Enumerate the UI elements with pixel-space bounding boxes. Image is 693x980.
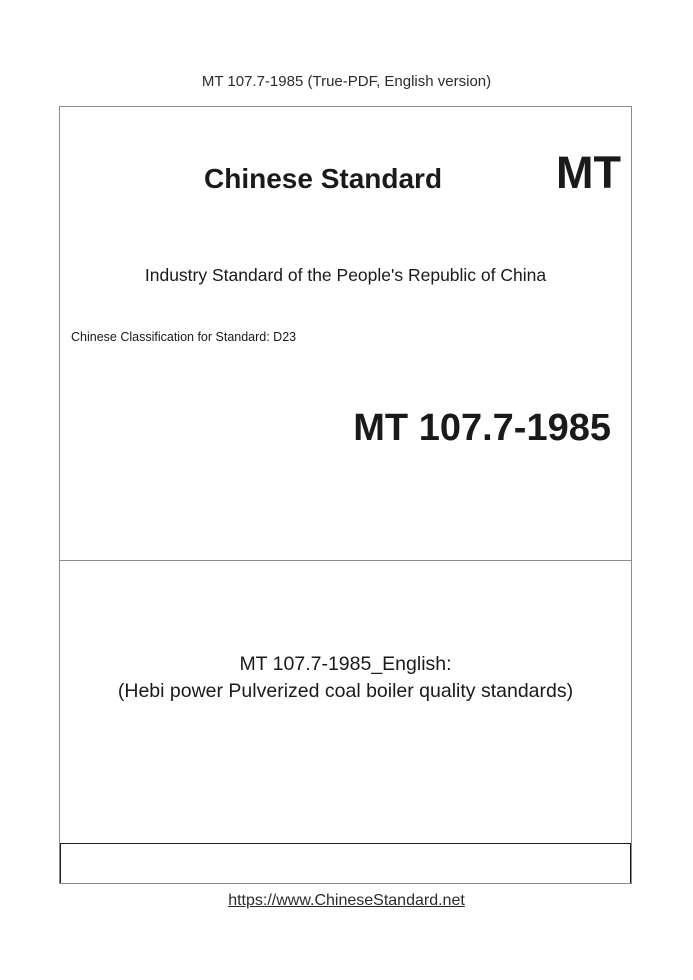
doc-number: MT 107.7-1985 <box>353 407 611 449</box>
brand-title: Chinese Standard <box>204 163 443 194</box>
cover-bottom-strip <box>60 843 631 883</box>
brand-code: MT <box>556 147 621 198</box>
page-header: MT 107.7-1985 (True-PDF, English version) <box>201 73 492 90</box>
website-link[interactable]: https://www.ChineseStandard.net <box>228 892 465 909</box>
cover-top-section <box>60 107 631 561</box>
english-title-line-2: (Hebi power Pulverized coal boiler quality standards) <box>117 680 574 702</box>
cover-box <box>59 106 632 884</box>
english-title <box>60 651 631 705</box>
english-title-line-1: MT 107.7-1985_English: <box>239 653 452 675</box>
issuer-line: Industry Standard of the People's Republic of China <box>144 265 547 285</box>
classification-line: Chinese Classification for Standard: D23 <box>71 330 297 344</box>
